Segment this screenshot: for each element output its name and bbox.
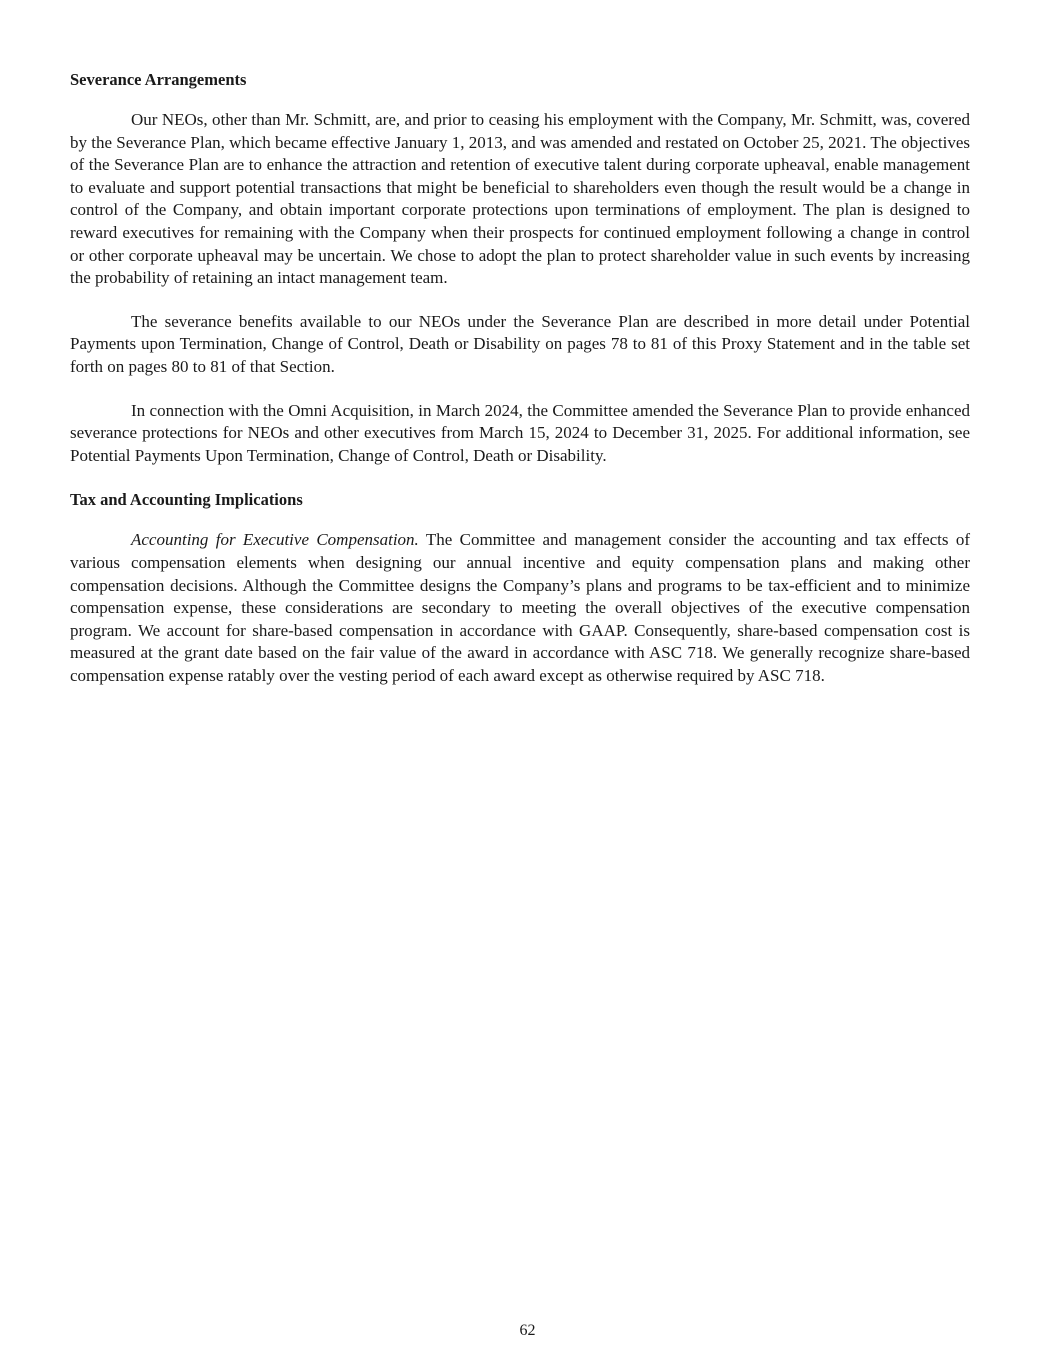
section-heading-severance: Severance Arrangements (70, 70, 247, 89)
paragraph-lead-italic: Accounting for Executive Compensation. (131, 530, 419, 550)
paragraph-omni-acquisition: In connection with the Omni Acquisition, in March 2024, the Committee amended the Severance Plan to provide enhanced severance protections for NEOs and other executives from March 15, 2024 to December 31, 2025. For additional information, see Potential Payments Upon Termination, Change of Control, Death or Disability. (70, 400, 970, 465)
paragraph-severance-plan-overview: Our NEOs, other than Mr. Schmitt, are, and prior to ceasing his employment with the Company, Mr. Schmitt, was, covered by the Severance Plan, which became effective January 1, 2013, and was amended and restated on October 25, 2021. The objectives of the Severance Plan are to enhance the attraction and retention of executive talent during corporate upheaval, enable management to evaluate and support potential transactions that might be beneficial to shareholders even though the result would be a change in control of the Company, and obtain important corporate protections upon terminations of employment. The plan is designed to reward executives for remaining with the Company when their prospects for continued employment following a change in control or other corporate upheaval may be uncertain. We chose to adopt the plan to protect shareholder value in such events by increasing the probability of retaining an intact management team. (70, 110, 970, 288)
section-heading-tax-accounting: Tax and Accounting Implications (70, 490, 303, 510)
page-number: 62 (519, 1322, 536, 1339)
paragraph-severance-benefits: The severance benefits available to our NEOs under the Severance Plan are described in more detail under Potential Payments upon Termination, Change of Control, Death or Disability on pages 78 to 81 of this Proxy Statement and in the table set forth on pages 80 to 81 of that Section. (70, 311, 970, 376)
paragraph-accounting-executive-compensation (70, 529, 970, 687)
paragraph-body-text: The Committee and management consider the accounting and tax effects of various compensation elements when designing our annual incentive and equity compensation plans and making other compensation decisions. Although the Committee designs the Company’s plans and programs to be tax-efficient and to minimize compensation expense, these considerations are secondary to meeting the overall objectives of the executive compensation program. We account for share-based compensation in accordance with GAAP. Consequently, share-based compensation cost is measured at the grant date based on the fair value of the award in accordance with ASC 718. We generally recognize share-based compensation expense ratably over the vesting period of each award except as otherwise required by ASC 718. (70, 530, 970, 685)
document-page (70, 68, 970, 708)
